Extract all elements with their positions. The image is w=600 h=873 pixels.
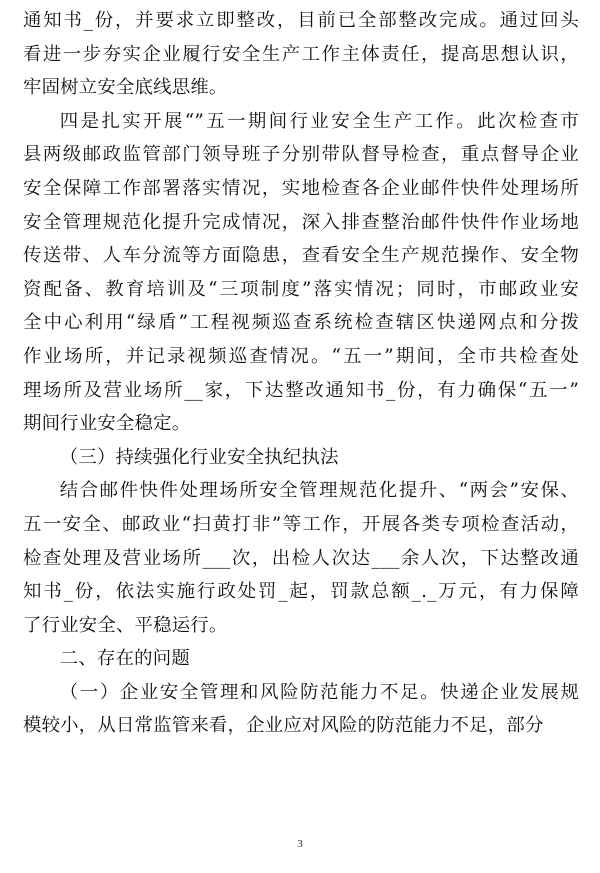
text-line: （一）企业安全管理和风险防范能力不足。快递企业发展规 — [59, 681, 579, 703]
text-line: 理场所及营业场所__家，下达整改通知书_份，有力确保“五一” — [23, 379, 579, 401]
text-line: 五一安全、邮政业“扫黄打非”等工作，开展各类专项检查活动， — [23, 513, 579, 535]
text-line: 期间行业安全稳定。 — [23, 413, 191, 435]
text-line: 县两级邮政监管部门领导班子分别带队督导检查，重点督导企业 — [23, 144, 579, 166]
text-line: 知书_份，依法实施行政处罚_起，罚款总额_._万元，有力保障 — [23, 581, 579, 603]
paragraph-p3 — [23, 441, 579, 475]
text-line: 四是扎实开展“”五一期间行业安全生产工作。此次检查市 — [59, 110, 579, 132]
text-line: 模较小，从日常监管来看，企业应对风险的防范能力不足，部分 — [23, 715, 544, 737]
text-line: 检查处理及营业场所___次，出检人次达___余人次，下达整改通 — [23, 547, 579, 569]
paragraph-p2 — [23, 105, 579, 441]
paragraph-p1 — [23, 4, 579, 105]
text-line: 传送带、人车分流等方面隐患，查看安全生产规范操作、安全物 — [23, 245, 579, 267]
text-line: 看进一步夯实企业履行安全生产工作主体责任，提高思想认识， — [23, 43, 579, 65]
text-line: 资配备、教育培训及“三项制度”落实情况；同时，市邮政业安 — [23, 278, 579, 300]
text-line: 安全保障工作部署落实情况，实地检查各企业邮件快件处理场所 — [23, 177, 579, 199]
text-line: 二、存在的问题 — [59, 648, 190, 670]
text-line: 了行业安全、平稳运行。 — [23, 614, 228, 636]
text-line: 作业场所，并记录视频巡查情况。“五一”期间，全市共检查处 — [23, 345, 579, 367]
text-line: （三）持续强化行业安全执纪执法 — [59, 446, 339, 468]
document-page — [23, 4, 579, 743]
paragraph-p4 — [23, 474, 579, 642]
text-line: 全中心利用“绿盾”工程视频巡查系统检查辖区快递网点和分拨 — [23, 312, 579, 334]
text-line: 牢固树立安全底线思维。 — [23, 77, 228, 99]
text-line: 结合邮件快件处理场所安全管理规范化提升、“两会”安保、 — [59, 480, 579, 502]
paragraph-p6 — [23, 676, 579, 743]
paragraph-p5 — [23, 642, 579, 676]
document-body — [23, 4, 579, 743]
text-line: 通知书_份，并要求立即整改，目前已全部整改完成。通过回头 — [23, 10, 579, 31]
text-line: 安全管理规范化提升完成情况，深入排查整治邮件快件作业场地 — [23, 211, 579, 233]
page-number: 3 — [297, 838, 303, 850]
